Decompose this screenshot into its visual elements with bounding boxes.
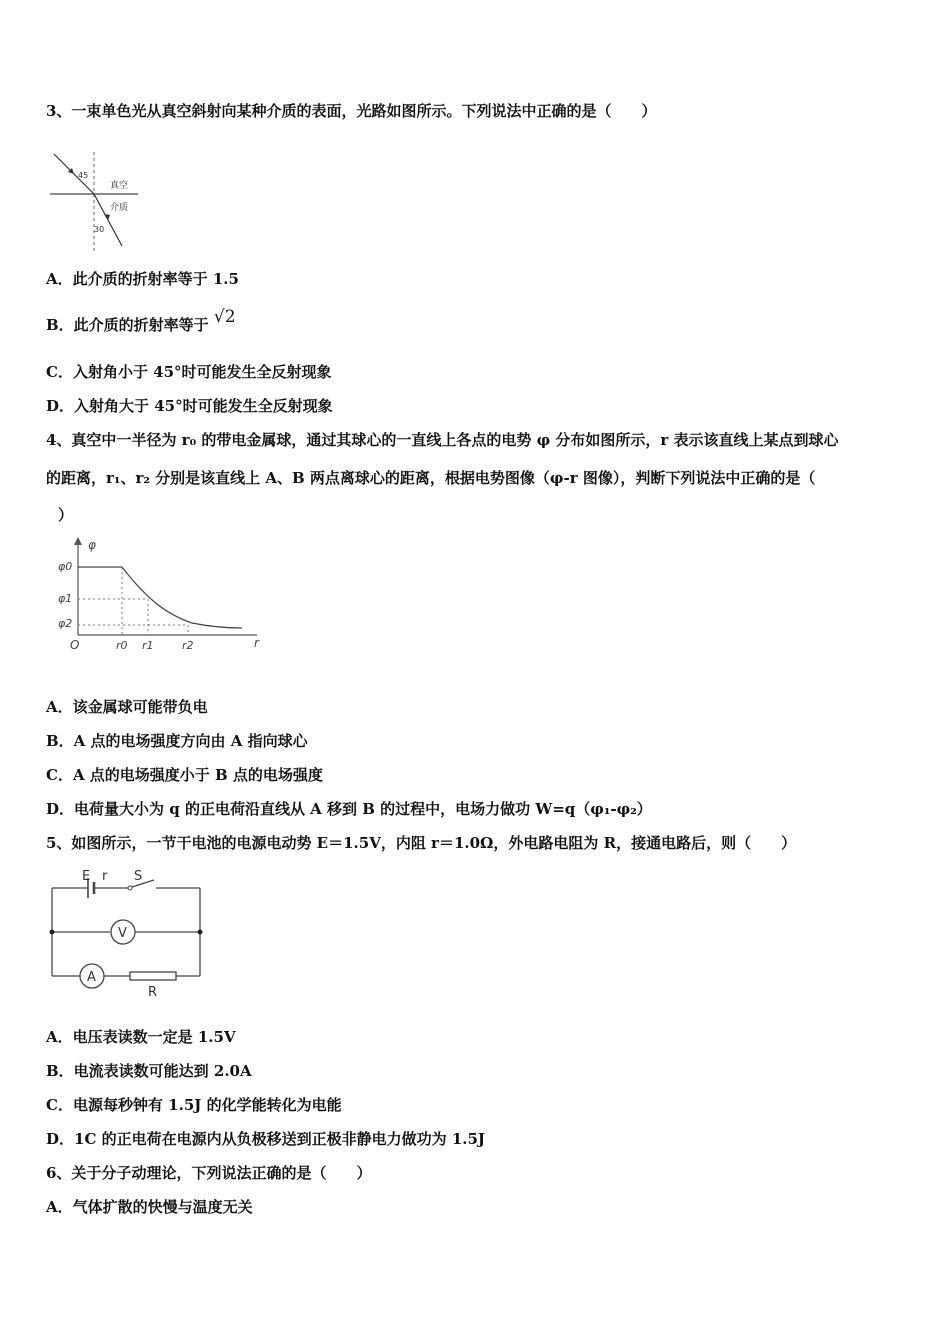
q4-stem-line1: 4、真空中一半径为 r₀ 的带电金属球，通过其球心的一直线上各点的电势 φ 分布如图所示，r 表示该直线上某点到球心: [46, 431, 839, 449]
medium-label: 介质: [110, 203, 129, 213]
sqrt2-math: √2: [213, 307, 236, 327]
switch-S-label: S: [134, 869, 143, 884]
q4-option-c: C．A 点的电场强度小于 B 点的电场强度: [46, 766, 323, 784]
q5-option-d: D．1C 的正电荷在电源内从负极移送到正极非静电力做功为 1.5J: [46, 1130, 486, 1148]
q3-option-a: A．此介质的折射率等于 1.5: [46, 270, 239, 288]
angle-45-label: 45: [78, 171, 89, 180]
q4-potential-graph: [52, 535, 272, 655]
r2-label: r2: [182, 639, 194, 652]
q4-option-b: B．A 点的电场强度方向由 A 指向球心: [46, 732, 308, 750]
q5-option-a: A．电压表读数一定是 1.5V: [46, 1028, 236, 1046]
q4-stem-line3: ）: [58, 506, 74, 524]
q5-circuit-figure: [46, 866, 206, 1002]
q4-option-d: D．电荷量大小为 q 的正电荷沿直线从 A 移到 B 的过程中，电场力做功 W=q（φ₁-φ₂）: [46, 800, 652, 818]
q3-option-d: D．入射角大于 45°时可能发生全反射现象: [46, 397, 333, 415]
ammeter-A-label: A: [87, 970, 96, 985]
q6-option-a: A．气体扩散的快慢与温度无关: [46, 1198, 253, 1216]
vacuum-label: 真空: [110, 181, 129, 191]
q6-stem: 6、关于分子动理论，下列说法正确的是（ ）: [46, 1164, 372, 1182]
right-junction: [198, 930, 203, 935]
phi0-label: φ0: [58, 560, 73, 573]
q5-option-b: B．电流表读数可能达到 2.0A: [46, 1062, 252, 1080]
q5-stem: 5、如图所示，一节干电池的电源电动势 E＝1.5V，内阻 r＝1.0Ω，外电路电阻为 R，接通电路后，则（ ）: [46, 834, 797, 852]
resistor-R-label: R: [148, 985, 158, 1000]
q3-stem: 3、一束单色光从真空斜射向某种介质的表面，光路如图所示。下列说法中正确的是（ ）: [46, 102, 657, 120]
resistor-icon: [130, 972, 176, 980]
angle-30-label: 30: [94, 225, 105, 234]
q4-stem-line2: 的距离，r₁、r₂ 分别是该直线上 A、B 两点离球心的距离，根据电势图像（φ-r 图像），判断下列说法中正确的是（: [46, 469, 816, 487]
q4-option-a: A．该金属球可能带负电: [46, 698, 208, 716]
origin-label: O: [70, 638, 80, 652]
potential-curve: [78, 567, 242, 628]
phi2-label: φ2: [58, 617, 73, 630]
axis-x-label: r: [254, 636, 259, 650]
r0-label: r0: [116, 639, 128, 652]
y-axis-arrow-icon: [74, 537, 82, 545]
axis-y-label: φ: [88, 538, 96, 552]
left-junction: [50, 930, 55, 935]
q3-refraction-figure: [50, 150, 150, 258]
q3-option-c: C．入射角小于 45°时可能发生全反射现象: [46, 363, 332, 381]
r1-label: r1: [142, 639, 154, 652]
battery-E-label: E: [82, 869, 91, 884]
q3-option-b: [46, 307, 236, 335]
phi1-label: φ1: [58, 592, 73, 605]
q5-option-c: C．电源每秒钟有 1.5J 的化学能转化为电能: [46, 1096, 342, 1114]
voltmeter-V-label: V: [118, 926, 127, 941]
battery-r-label: r: [102, 869, 108, 884]
q3-option-b-text: B．此介质的折射率等于: [46, 316, 209, 334]
